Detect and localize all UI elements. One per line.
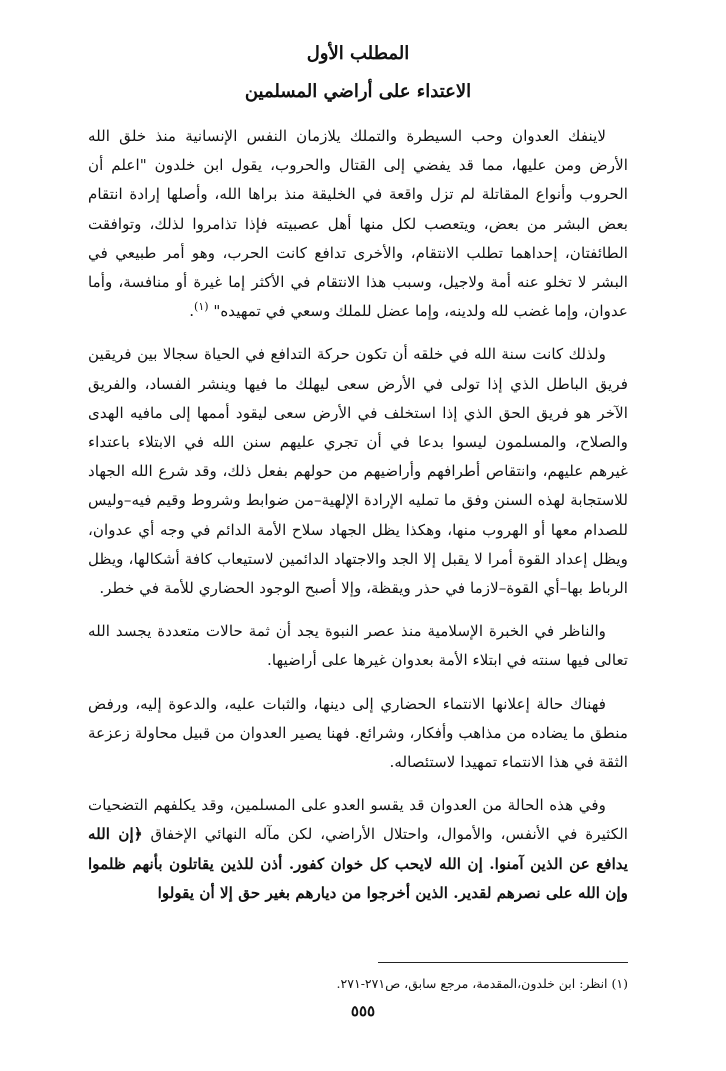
paragraph-3 xyxy=(88,617,628,675)
paragraph-4 xyxy=(88,690,628,778)
paragraph-5-text: وفي هذه الحالة من العدوان قد يقسو العدو على المسلمين، وقد يكلفهم التضحيات الكثيرة في الأنفس، والأموال، واحتلال الأراضي، لكن مآله النهائي الإخفاق xyxy=(88,796,628,844)
paragraph-5 xyxy=(88,791,628,908)
chapter-title: المطلب الأول xyxy=(306,43,410,64)
page-content xyxy=(88,40,628,922)
quran-verse: ﴿إن الله يدافع عن الذين آمنوا. إن الله لايحب كل خوان كفور. أذن للذين يقاتلون بأنهم ظلموا وإن الله على نصرهم لقدير. الذين أخرجوا من ديارهم بغير حق إلا أن يقولوا xyxy=(88,825,628,902)
footnote: (١) انظر: ابن خلدون،المقدمة، مرجع سابق، ص٢٧١-٢٧١. xyxy=(336,976,628,991)
paragraph-2 xyxy=(88,340,628,603)
section-title: الاعتداء على أراضي المسلمين xyxy=(244,81,472,102)
paragraph-4-text: فهناك حالة إعلانها الانتماء الحضاري إلى دينها، والثبات عليه، والدعوة إليه، ورفض منطق ما يضاده من مذاهب وأفكار، وشرائع. فهنا يصير العدوان من قبيل محاولة زعزعة الثقة في هذا الانتماء تمهيدا لاستئصاله. xyxy=(88,694,628,772)
page-number: ٥٥٥ xyxy=(350,1002,376,1020)
paragraph-3-text: والناظر في الخبرة الإسلامية منذ عصر النبوة يجد أن ثمة حالات متعددة يجسد الله تعالى فيها سنته في ابتلاء الأمة بعدوان غيرها على أراضيها. xyxy=(88,622,628,670)
paragraph-2-text: ولذلك كانت سنة الله في خلقه أن تكون حركة التدافع في الحياة سجالا بين فريقين فريق الباطل الذي إذا تولى في الأرض سعى ليهلك ما فيها وينشر الفساد، والفريق الآخر هو فريق الحق الذي إذا استخلف في الأرض سعى ليقود أممها إلى مافيه الهدى والصلاح، والمسلمون ليسوا بدعا في أن تجري عليهم سنن الله في الابتلاء باعتداء غيرهم عليهم، وانتقاص أطرافهم وأراضيهم من حولهم بفعل ذلك، وقد شرع الله الجهاد للاستجابة لهذه السنن وفق ما تمليه الإرادة الإلهية–من ضوابط وشروط وقيم فيه–وليس للصدام معها أو الهروب منها، وهكذا يظل الجهاد سلاح الأمة الدائم في وجه أي عدوان، ويظل إعداد القوة أمرا لا يقبل إلا الجد والاجتهاد الدائمين لاستيعاب كافة أشكالها، ويظل الرباط بها–أي القوة–لازما في حذر ويقظة، وإلا أصبح الوجود الحضاري للأمة في خطر. xyxy=(88,345,628,598)
footnote-reference: (١) xyxy=(194,300,209,314)
footnote-divider xyxy=(378,962,628,963)
paragraph-1-text: لاينفك العدوان وحب السيطرة والتملك يلازمان النفس الإنسانية منذ خلق الله الأرض ومن عليها، مما قد يفضي إلى القتال والحروب، يقول ابن خلدون "اعلم أن الحروب وأنواع المقاتلة لم تزل واقعة في الخليقة منذ براها الله، وأصلها إرادة انتقام بعض البشر من بعض، ويتعصب لكل منها أهل عصبيته فإذا تذامروا لذلك، وتوافقت الطائفتان، إحداهما تطلب الانتقام، والأخرى تدافع كانت الحرب، وهو أمر طبيعي في البشر لا تخلو عنه أمة ولاجيل، وسبب هذا الانتقام في الأكثر إما غيرة أو منافسة، وأما عدوان، وإما غضب لله ولدينه، وإما عضل للملك وسعي في تمهيده" xyxy=(88,127,628,321)
paragraph-1: لاينفك العدوان وحب السيطرة والتملك يلازمان النفس الإنسانية منذ خلق الله الأرض ومن عليها، مما قد يفضي إلى القتال والحروب، يقول ابن خلدون "اعلم أن الحروب وأنواع المقاتلة لم تزل واقعة في الخليقة منذ براها الله، وأصلها إرادة انتقام بعض البشر من بعض، ويتعصب لكل منها أهل عصبيته فإذا تذامروا لذلك، وتوافقت الطائفتان، إحداهما تطلب الانتقام، والأخرى تدافع كانت الحرب، وهو أمر طبيعي في البشر لا تخلو عنه أمة ولاجيل، وسبب هذا الانتقام في الأكثر إما غيرة أو منافسة، وأما عدوان، وإما غضب لله ولدينه، وإما عضل للملك وسعي في تمهيده" $^{(١)}$. xyxy=(88,127,628,321)
